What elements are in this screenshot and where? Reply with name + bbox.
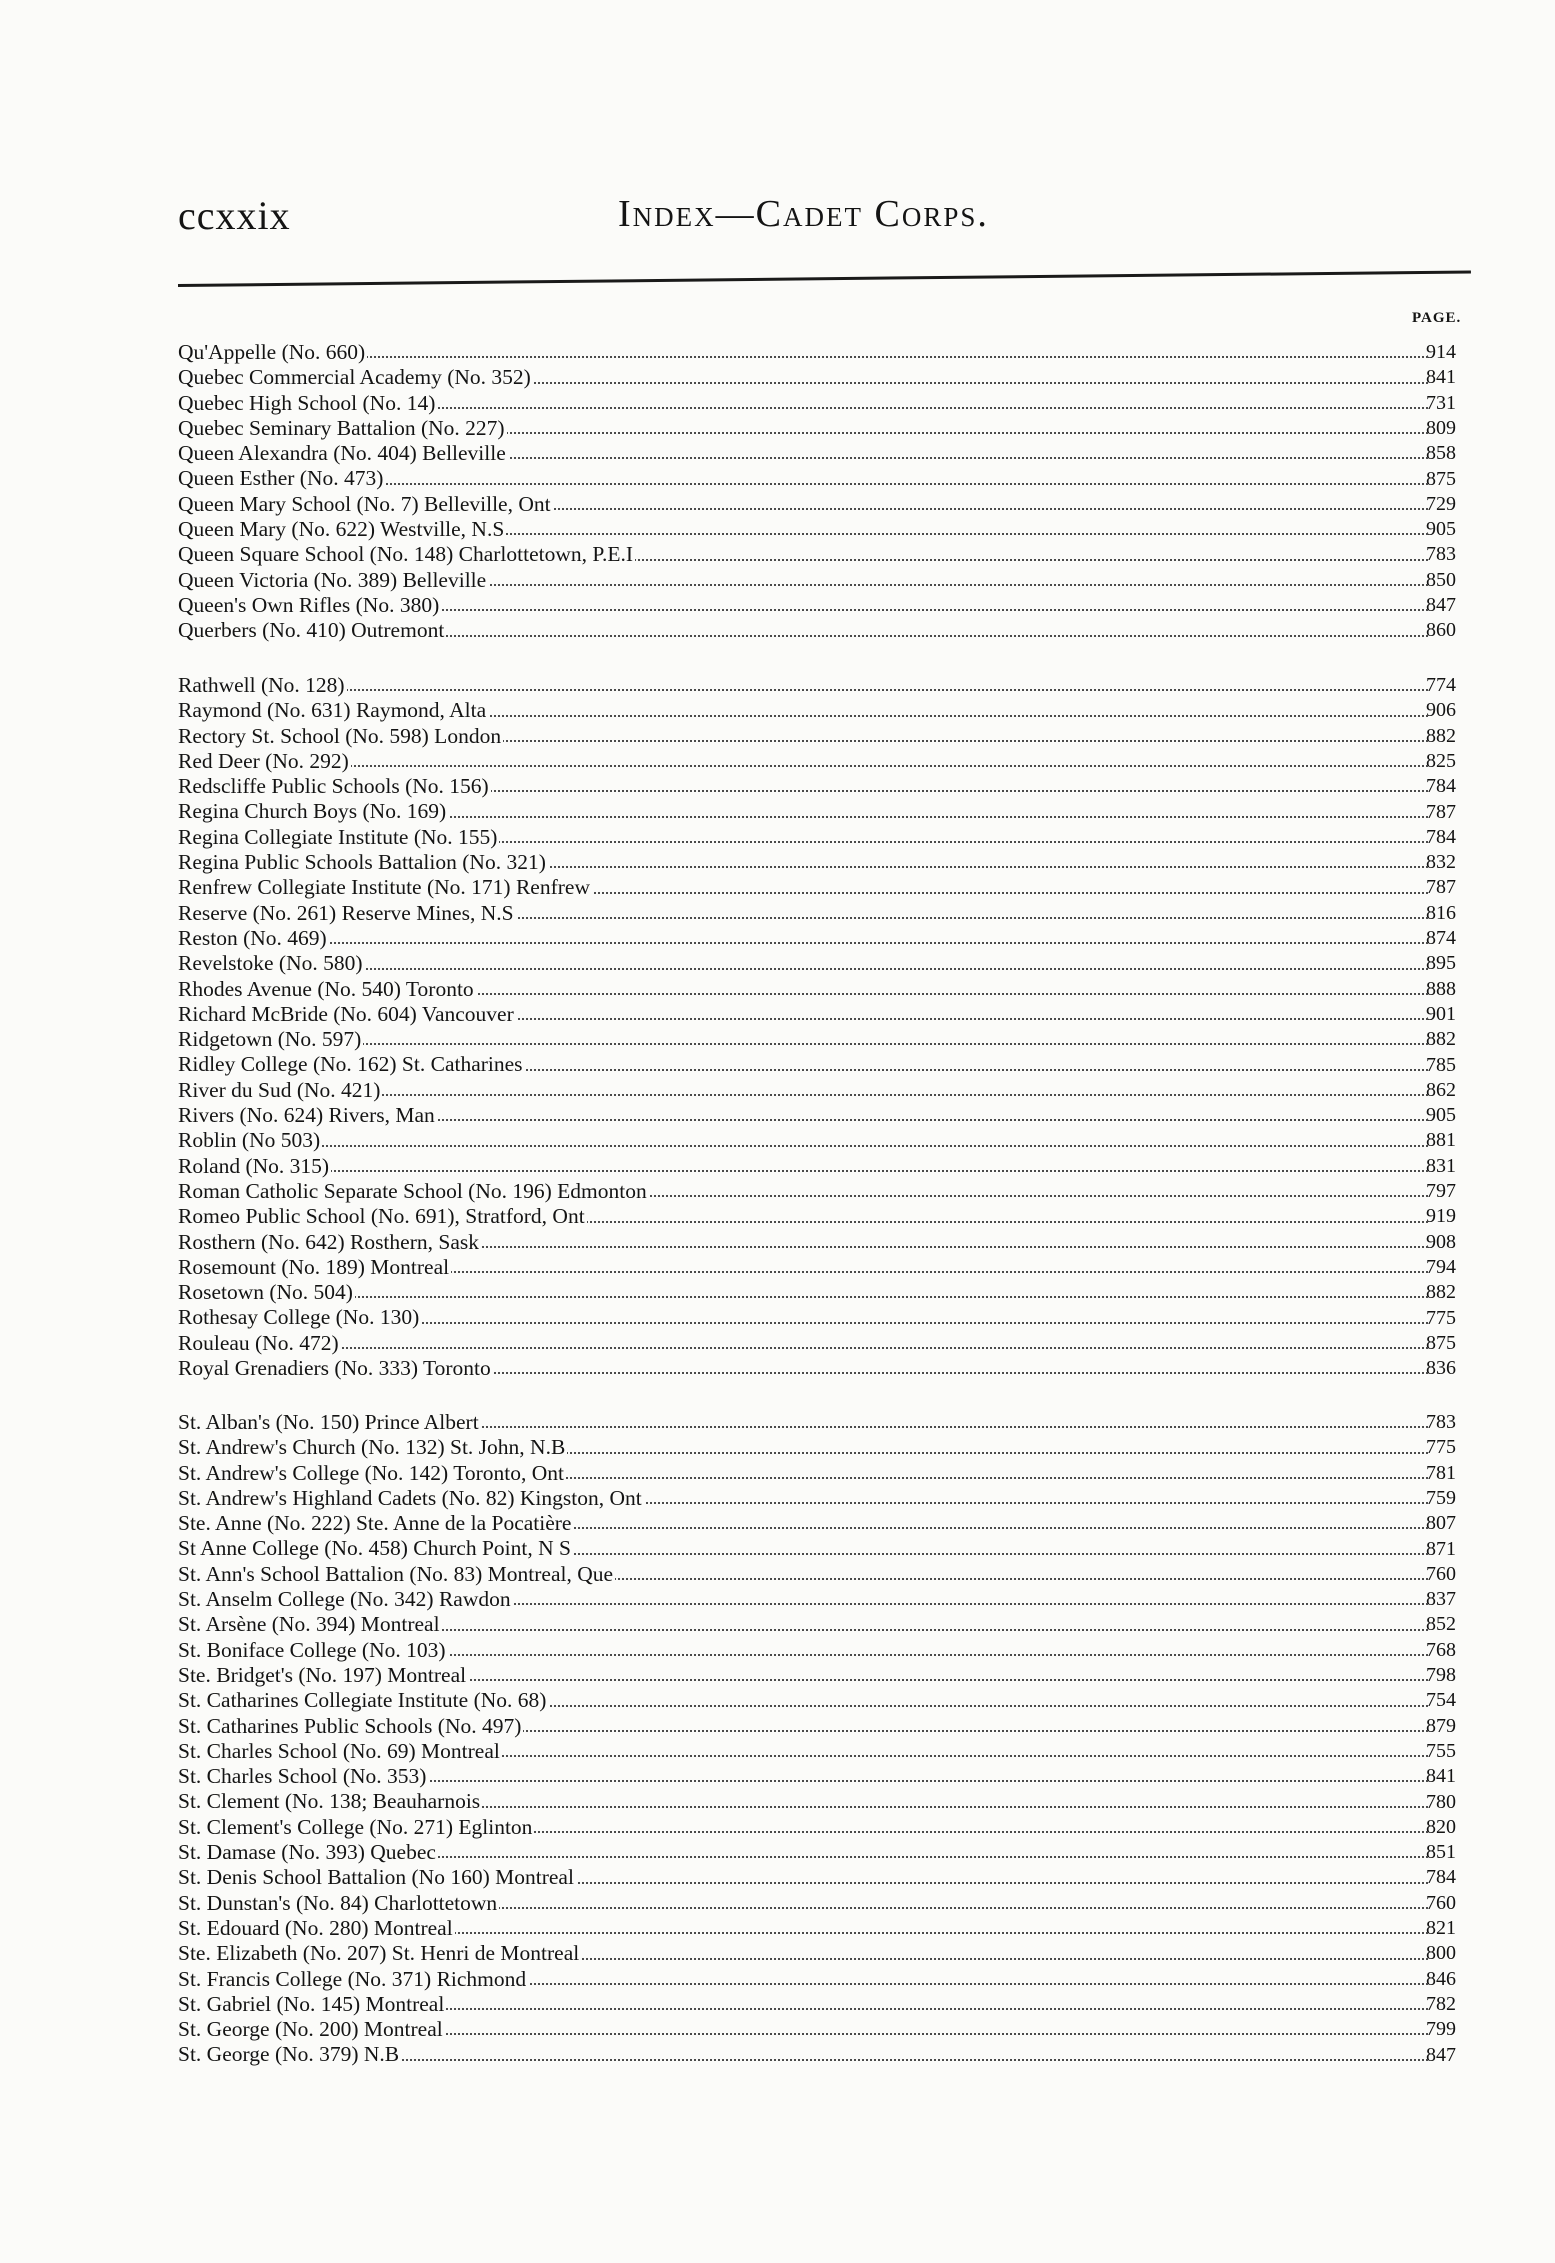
entry-name: Ridgetown (No. 597)	[178, 1027, 362, 1052]
entry-name: St. Damase (No. 393) Quebec	[178, 1840, 436, 1865]
entry-name: St. Andrew's Highland Cadets (No. 82) Kingston, Ont	[178, 1485, 642, 1510]
entry-name: Rosetown (No. 504)	[178, 1280, 353, 1305]
entry-name: St. Andrew's Church (No. 132) St. John, N.B	[178, 1435, 566, 1460]
page-header	[178, 192, 1415, 242]
entry-page-number: 836	[1426, 1357, 1456, 1380]
index-entry	[178, 1638, 1428, 1663]
entry-name: Raymond (No. 631) Raymond, Alta	[178, 698, 487, 723]
entry-page-number: 816	[1426, 901, 1456, 924]
entry-page-number: 781	[1426, 1461, 1456, 1484]
entry-name: St. Clement's College (No. 271) Eglinton	[178, 1814, 533, 1839]
index-entry	[178, 1305, 1428, 1330]
index-entry	[178, 2017, 1428, 2042]
index-entry	[178, 1865, 1428, 1890]
index-entry	[178, 618, 1428, 643]
entry-page-number: 841	[1426, 366, 1456, 389]
entry-page-number: 850	[1426, 568, 1456, 591]
index-entry	[178, 1992, 1428, 2017]
index-entry	[178, 340, 1428, 365]
entry-page-number: 882	[1426, 1028, 1456, 1051]
entry-page-number: 875	[1426, 467, 1456, 490]
entry-page-number: 798	[1426, 1664, 1456, 1686]
entry-name: St. Edouard (No. 280) Montreal	[178, 1915, 453, 1940]
index-entry	[178, 1128, 1428, 1153]
dot-leader	[178, 1296, 1428, 1298]
header-rule	[178, 270, 1471, 287]
entry-page-number: 797	[1426, 1180, 1456, 1202]
index-entry	[178, 1739, 1428, 1764]
entry-name: St. Charles School (No. 69) Montreal	[178, 1738, 500, 1763]
entry-page-number: 783	[1426, 543, 1456, 566]
entry-page-number: 841	[1426, 1765, 1456, 1788]
entry-name: Rectory St. School (No. 598) London	[178, 723, 502, 748]
dot-leader	[178, 1043, 1428, 1045]
index-entry	[178, 901, 1428, 926]
index-entry	[178, 1103, 1428, 1128]
entry-page-number: 729	[1426, 492, 1456, 515]
entry-name: St. Dunstan's (No. 84) Charlottetown	[178, 1890, 498, 1915]
entry-name: Regina Church Boys (No. 169)	[178, 799, 447, 824]
entry-name: Quebec Seminary Battalion (No. 227)	[178, 415, 505, 440]
entry-name: Roland (No. 315)	[178, 1153, 330, 1178]
index-entry	[178, 1587, 1428, 1612]
entry-name: Quebec High School (No. 14)	[178, 390, 436, 415]
index-entry	[178, 568, 1428, 593]
entry-page-number: 825	[1426, 749, 1456, 772]
dot-leader	[178, 689, 1428, 691]
index-entry	[178, 875, 1428, 900]
entry-page-number: 794	[1426, 1255, 1456, 1278]
entry-page-number: 888	[1426, 977, 1456, 1000]
index-entry	[178, 951, 1428, 976]
entry-page-number: 832	[1426, 851, 1456, 874]
dot-leader	[178, 1347, 1428, 1349]
index-entry	[178, 517, 1428, 542]
index-entry	[178, 698, 1428, 723]
entry-page-number: 914	[1426, 341, 1456, 363]
entry-page-number: 820	[1426, 1815, 1456, 1838]
entry-page-number: 754	[1426, 1689, 1456, 1712]
index-entry	[178, 1154, 1428, 1179]
entry-page-number: 847	[1426, 594, 1456, 616]
entry-page-number: 895	[1426, 952, 1456, 975]
entry-page-number: 882	[1426, 724, 1456, 747]
entry-page-number: 908	[1426, 1230, 1456, 1253]
entry-name: Queen Alexandra (No. 404) Belleville	[178, 441, 506, 466]
index-entry	[178, 1204, 1428, 1229]
entry-name: Quebec Commercial Academy (No. 352)	[178, 365, 531, 390]
entry-page-number: 875	[1426, 1331, 1456, 1354]
entry-name: St Anne College (No. 458) Church Point, N S	[178, 1536, 571, 1561]
section-q	[178, 340, 1428, 644]
index-entry	[178, 926, 1428, 951]
dot-leader	[178, 765, 1428, 767]
entry-name: Ste. Anne (No. 222) Ste. Anne de la Pocatière	[178, 1511, 572, 1536]
entry-name: Ste. Elizabeth (No. 207) St. Henri de Montreal	[178, 1941, 580, 1966]
entry-name: Rothesay College (No. 130)	[178, 1305, 420, 1330]
entry-page-number: 821	[1426, 1917, 1456, 1939]
entry-page-number: 768	[1426, 1638, 1456, 1661]
entry-page-number: 800	[1426, 1942, 1456, 1965]
index-entry	[178, 542, 1428, 567]
index-entry	[178, 1916, 1428, 1941]
entry-name: St. Catharines Collegiate Institute (No. 68)	[178, 1688, 547, 1713]
entry-page-number: 782	[1426, 1992, 1456, 2015]
entry-page-number: 881	[1426, 1129, 1456, 1152]
entry-name: Rouleau (No. 472)	[178, 1330, 339, 1355]
entry-page-number: 784	[1426, 775, 1456, 798]
entry-page-number: 874	[1426, 927, 1456, 949]
entry-name: St. George (No. 379) N.B	[178, 2042, 400, 2067]
entry-page-number: 860	[1426, 619, 1456, 642]
index-entry	[178, 825, 1428, 850]
entry-page-number: 760	[1426, 1891, 1456, 1914]
index-entry	[178, 850, 1428, 875]
entry-name: Rosemount (No. 189) Montreal	[178, 1254, 450, 1279]
index-entry	[178, 2042, 1428, 2067]
entry-name: St. Charles School (No. 353)	[178, 1764, 427, 1789]
index-entry	[178, 774, 1428, 799]
entry-name: Revelstoke (No. 580)	[178, 951, 363, 976]
index-entry	[178, 1536, 1428, 1561]
index-entry	[178, 1764, 1428, 1789]
folio-number: ccxxix	[178, 193, 291, 238]
entry-page-number: 846	[1426, 1967, 1456, 1990]
index-entry	[178, 1002, 1428, 1027]
entry-page-number: 847	[1426, 2043, 1456, 2066]
entry-name: Reserve (No. 261) Reserve Mines, N.S	[178, 900, 514, 925]
dot-leader	[178, 968, 1428, 970]
index-entry	[178, 1789, 1428, 1814]
index-entry	[178, 1078, 1428, 1103]
index-entry	[178, 1179, 1428, 1204]
entry-page-number: 760	[1426, 1562, 1456, 1585]
entry-name: Roblin (No 503)	[178, 1128, 321, 1153]
entry-page-number: 858	[1426, 442, 1456, 465]
entry-name: Regina Collegiate Institute (No. 155)	[178, 824, 498, 849]
entry-name: Queen Esther (No. 473)	[178, 466, 384, 491]
entry-page-number: 759	[1426, 1486, 1456, 1509]
index-entry	[178, 1255, 1428, 1280]
entry-page-number: 809	[1426, 416, 1456, 439]
entry-page-number: 905	[1426, 1104, 1456, 1127]
index-entry	[178, 1815, 1428, 1840]
entry-page-number: 780	[1426, 1790, 1456, 1813]
dot-leader	[178, 1170, 1428, 1172]
index-entry	[178, 1612, 1428, 1637]
entry-name: Romeo Public School (No. 691), Stratford, Ont	[178, 1204, 585, 1229]
entry-name: Rosthern (No. 642) Rosthern, Sask	[178, 1229, 479, 1254]
index-entry	[178, 466, 1428, 491]
index-entry	[178, 1840, 1428, 1865]
index-entry	[178, 441, 1428, 466]
entry-name: Redscliffe Public Schools (No. 156)	[178, 774, 489, 799]
entry-page-number: 919	[1426, 1205, 1456, 1228]
index-entry	[178, 1663, 1428, 1688]
entry-page-number: 799	[1426, 2018, 1456, 2041]
index-entry	[178, 1486, 1428, 1511]
entry-page-number: 755	[1426, 1739, 1456, 1762]
entry-name: St. Arsène (No. 394) Montreal	[178, 1612, 440, 1637]
entry-name: Queen Victoria (No. 389) Belleville	[178, 567, 487, 592]
index-entry	[178, 391, 1428, 416]
dot-leader	[178, 1145, 1428, 1147]
index-entry	[178, 416, 1428, 441]
index-entry	[178, 1356, 1428, 1381]
entry-name: St. George (No. 200) Montreal	[178, 2017, 443, 2042]
index-entry	[178, 1511, 1428, 1536]
entry-name: St. Catharines Public Schools (No. 497)	[178, 1713, 522, 1738]
entry-name: St. Clement (No. 138; Beauharnois	[178, 1789, 481, 1814]
index-entry	[178, 1052, 1428, 1077]
index-entry	[178, 673, 1428, 698]
entry-page-number: 775	[1426, 1436, 1456, 1459]
entry-name: St. Denis School Battalion (No 160) Montreal	[178, 1865, 574, 1890]
entry-page-number: 837	[1426, 1588, 1456, 1611]
page-column-label: PAGE.	[1412, 310, 1462, 326]
entry-page-number: 774	[1426, 674, 1456, 696]
entry-name: Rivers (No. 624) Rivers, Man	[178, 1103, 435, 1128]
entry-name: St. Boniface College (No. 103)	[178, 1637, 446, 1662]
index-entry	[178, 1941, 1428, 1966]
entry-page-number: 862	[1426, 1078, 1456, 1101]
index-entry	[178, 1891, 1428, 1916]
entry-name: St. Gabriel (No. 145) Montreal	[178, 1991, 445, 2016]
index-entry	[178, 799, 1428, 824]
index-entry	[178, 1461, 1428, 1486]
entry-name: Queen Mary School (No. 7) Belleville, Ont	[178, 491, 551, 516]
entry-page-number: 851	[1426, 1841, 1456, 1864]
entry-page-number: 871	[1426, 1537, 1456, 1560]
index-entry	[178, 1435, 1428, 1460]
entry-page-number: 785	[1426, 1053, 1456, 1076]
entry-name: Rathwell (No. 128)	[178, 673, 345, 697]
entry-page-number: 807	[1426, 1512, 1456, 1535]
entry-name: Qu'Appelle (No. 660)	[178, 340, 366, 364]
page-title: Index—Cadet Corps.	[618, 193, 989, 235]
index-entry	[178, 1562, 1428, 1587]
entry-name: Rhodes Avenue (No. 540) Toronto	[178, 976, 474, 1001]
section-s	[178, 1410, 1428, 2068]
entry-page-number: 775	[1426, 1306, 1456, 1329]
index-entry	[178, 1967, 1428, 1992]
index-entry	[178, 1688, 1428, 1713]
entry-name: Renfrew Collegiate Institute (No. 171) Renfrew	[178, 875, 590, 900]
entry-page-number: 905	[1426, 518, 1456, 541]
entry-name: Royal Grenadiers (No. 333) Toronto	[178, 1356, 491, 1381]
index-entry	[178, 1331, 1428, 1356]
index-entry	[178, 492, 1428, 517]
entry-page-number: 787	[1426, 876, 1456, 899]
index-entry	[178, 977, 1428, 1002]
entry-page-number: 784	[1426, 1866, 1456, 1889]
index-entry	[178, 749, 1428, 774]
index-entry	[178, 1410, 1428, 1435]
entry-name: St. Andrew's College (No. 142) Toronto, Ont	[178, 1460, 564, 1485]
section-r	[178, 673, 1428, 1381]
entry-page-number: 831	[1426, 1154, 1456, 1177]
entry-name: Queen Mary (No. 622) Westville, N.S	[178, 517, 505, 542]
dot-leader	[178, 942, 1428, 944]
entry-page-number: 882	[1426, 1281, 1456, 1304]
entry-page-number: 783	[1426, 1411, 1456, 1433]
entry-name: St. Francis College (No. 371) Richmond	[178, 1966, 527, 1991]
entry-name: Queen Square School (No. 148) Charlottetown, P.E.I	[178, 542, 634, 567]
entry-name: Querbers (No. 410) Outremont	[178, 618, 445, 643]
entry-name: St. Ann's School Battalion (No. 83) Montreal, Que	[178, 1561, 614, 1586]
entry-page-number: 906	[1426, 699, 1456, 722]
entry-name: St. Alban's (No. 150) Prince Albert	[178, 1410, 479, 1434]
entry-page-number: 852	[1426, 1613, 1456, 1636]
entry-name: Reston (No. 469)	[178, 925, 327, 950]
entry-name: Ridley College (No. 162) St. Catharines	[178, 1052, 523, 1077]
index-entry	[178, 1714, 1428, 1739]
entry-name: Roman Catholic Separate School (No. 196) Edmonton	[178, 1178, 647, 1203]
entry-page-number: 787	[1426, 800, 1456, 823]
entry-name: St. Anselm College (No. 342) Rawdon	[178, 1587, 511, 1612]
index-entry	[178, 1027, 1428, 1052]
entry-name: Regina Public Schools Battalion (No. 321)	[178, 850, 546, 875]
entry-name: Queen's Own Rifles (No. 380)	[178, 592, 440, 617]
entry-name: Richard McBride (No. 604) Vancouver	[178, 1001, 514, 1026]
index-entry	[178, 365, 1428, 390]
entry-name: River du Sud (No. 421)	[178, 1077, 381, 1102]
entry-page-number: 879	[1426, 1714, 1456, 1737]
entry-name: Ste. Bridget's (No. 197) Montreal	[178, 1662, 467, 1687]
index-entry	[178, 1280, 1428, 1305]
entry-name: Red Deer (No. 292)	[178, 748, 349, 773]
index-entry	[178, 724, 1428, 749]
entry-page-number: 784	[1426, 825, 1456, 848]
index-entry	[178, 593, 1428, 618]
index-entry	[178, 1230, 1428, 1255]
entry-page-number: 731	[1426, 391, 1456, 414]
entry-page-number: 901	[1426, 1002, 1456, 1025]
